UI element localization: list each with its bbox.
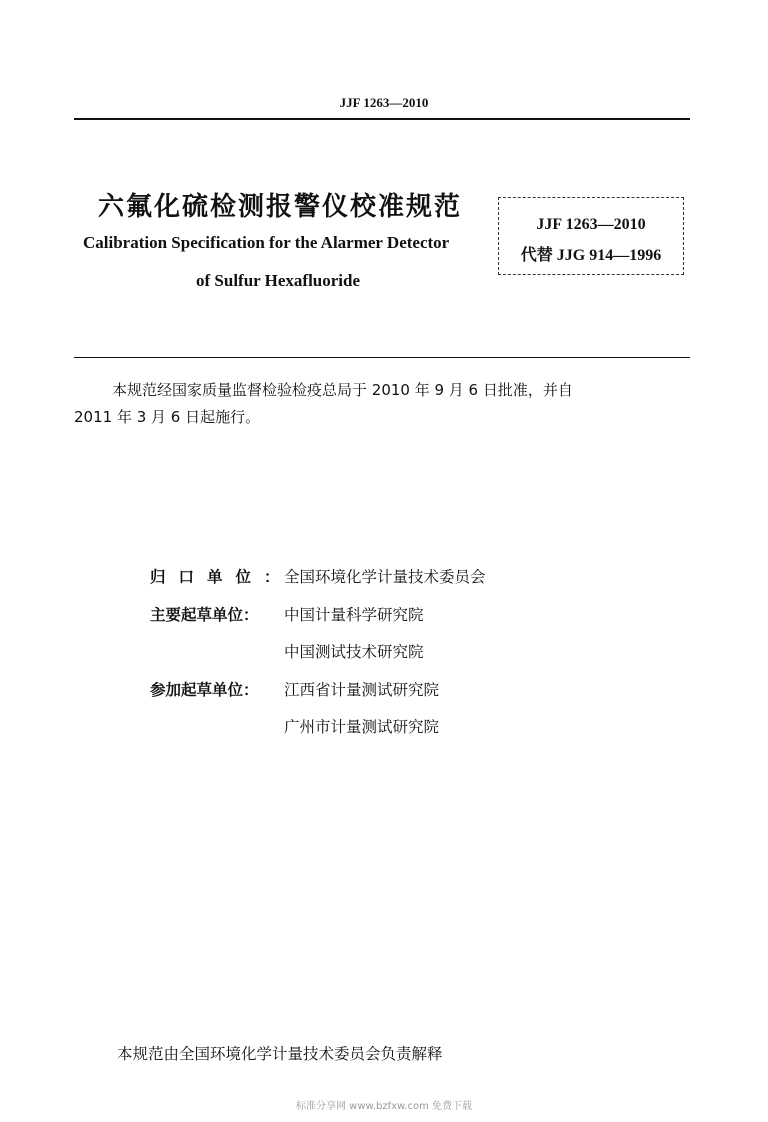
responsible-unit-label: 归口单位： [150, 568, 293, 586]
main-drafting-unit-value: 中国计量科学研究院 [284, 605, 424, 624]
standard-number: JJF 1263—2010 [536, 216, 646, 233]
download-watermark: 标准分享网 www.bzfxw.com 免费下载 [296, 1101, 472, 1112]
title-english-line1: Calibration Specification for the Alarmer Detector [83, 233, 450, 252]
participating-unit-label: 参加起草单位： [150, 680, 259, 699]
title-chinese: 六氟化硫检测报警仪校准规范 [98, 192, 463, 222]
title-separator-rule [74, 357, 690, 358]
interpretation-statement: 本规范由全国环境化学计量技术委员会负责解释 [117, 1045, 443, 1063]
standard-code-box [498, 197, 684, 275]
header-rule [74, 118, 690, 120]
title-english-line2: of Sulfur Hexafluoride [196, 271, 361, 290]
standard-header-code: JJF 1263—2010 [339, 95, 429, 110]
main-drafting-unit-label: 主要起草单位： [150, 605, 259, 624]
participating-unit-value: 广州市计量测试研究院 [284, 718, 440, 736]
participating-unit-value: 江西省计量测试研究院 [284, 680, 440, 699]
main-drafting-unit-value: 中国测试技术研究院 [284, 643, 424, 661]
approval-line-1: 本规范经国家质量监督检验检疫总局于 2010 年 9 月 6 日批准，并自 [112, 381, 573, 399]
approval-line-2: 2011 年 3 月 6 日起施行。 [74, 408, 261, 426]
replaces-standard: 代替 JJG 914—1996 [520, 247, 662, 264]
responsible-unit-value: 全国环境化学计量技术委员会 [284, 568, 486, 586]
approval-statement [74, 377, 690, 431]
